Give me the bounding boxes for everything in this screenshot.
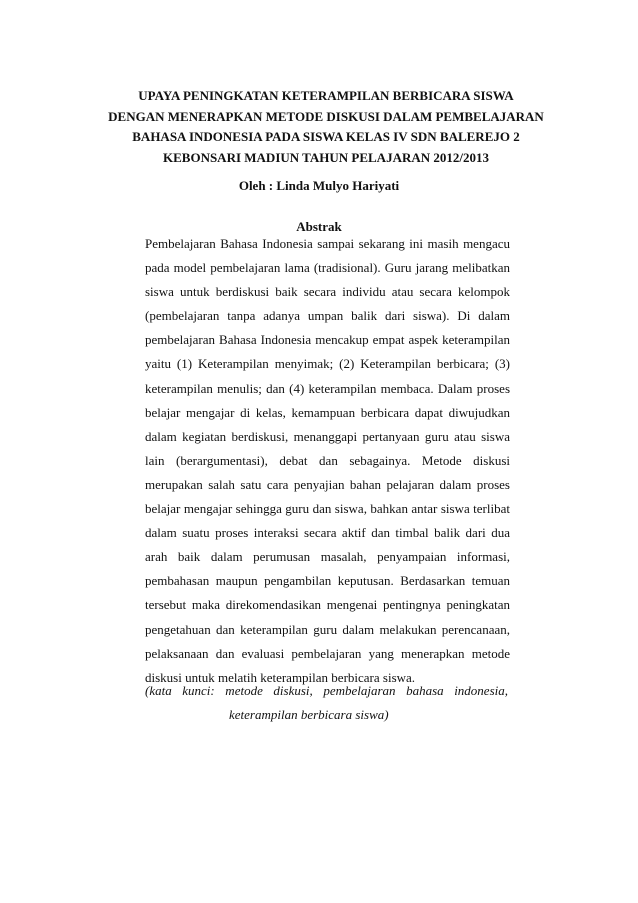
abstract-line: belajar mengajar di kelas, kemampuan berbicara dapat diwujudkan <box>145 404 510 420</box>
paper-title <box>100 86 552 168</box>
abstract-line: Pembelajaran Bahasa Indonesia sampai sekarang ini masih mengacu <box>145 236 510 251</box>
title-line-2: DENGAN MENERAPKAN METODE DISKUSI DALAM PEMBELAJARAN <box>108 108 544 124</box>
abstract-line: pembelajaran Bahasa Indonesia mencakup empat aspek keterampilan <box>145 332 510 348</box>
title-line-3: BAHASA INDONESIA PADA SISWA KELAS IV SDN BALEREJO 2 <box>132 129 520 144</box>
title-line-1: UPAYA PENINGKATAN KETERAMPILAN BERBICARA SISWA <box>138 88 514 103</box>
abstract-line: diskusi untuk melatih keterampilan berbicara siswa. <box>145 669 416 685</box>
abstract-line: siswa untuk berdiskusi baik secara individu atau secara kelompok <box>145 284 510 300</box>
abstract-line: lain (berargumentasi), debat dan sebagainya. Metode diskusi <box>145 452 510 468</box>
keywords-line-2: keterampilan berbicara siswa) <box>229 707 389 722</box>
abstract-line: tersebut maka direkomendasikan mengenai pentingnya peningkatan <box>145 597 510 613</box>
abstract-line: dalam kegiatan berdiskusi, menanggapi pertanyaan guru atau siswa <box>145 428 510 444</box>
abstract-line: pengetahuan dan keterampilan guru dalam melakukan perencanaan, <box>145 621 510 637</box>
abstract-heading: Abstrak <box>296 219 342 234</box>
abstract-line: merupakan salah satu cara penyajian bahan pelajaran dalam proses <box>145 476 510 492</box>
abstract-body <box>145 232 510 690</box>
author-line: Oleh : Linda Mulyo Hariyati <box>238 178 400 193</box>
abstract-line: pelaksanaan dan evaluasi pembelajaran yang menerapkan metode <box>145 645 510 661</box>
abstract-line: keterampilan menulis; dan (4) keterampilan membaca. Dalam proses <box>145 380 510 396</box>
abstract-line: pada model pembelajaran lama (tradisional). Guru jarang melibatkan <box>145 260 510 276</box>
title-line-4: KEBONSARI MADIUN TAHUN PELAJARAN 2012/2013 <box>163 149 489 165</box>
abstract-line: yaitu (1) Keterampilan menyimak; (2) Keterampilan berbicara; (3) <box>145 356 510 372</box>
abstract-line: belajar mengajar sehingga guru dan siswa, bahkan antar siswa terlibat <box>145 501 510 517</box>
abstract-line: arah baik dalam perumusan masalah, penyampaian informasi, <box>145 549 510 565</box>
abstract-line: (pembelajaran tanpa adanya umpan balik dari siswa). Di dalam <box>145 308 510 324</box>
keywords <box>145 679 508 727</box>
abstract-line: dalam suatu proses interaksi secara aktif dan timbal balik dari dua <box>145 525 510 541</box>
abstract-line: pembahasan maupun pengambilan keputusan. Berdasarkan temuan <box>145 573 510 589</box>
keywords-line-1: (kata kunci: metode diskusi, pembelajaran bahasa indonesia, <box>145 683 508 698</box>
